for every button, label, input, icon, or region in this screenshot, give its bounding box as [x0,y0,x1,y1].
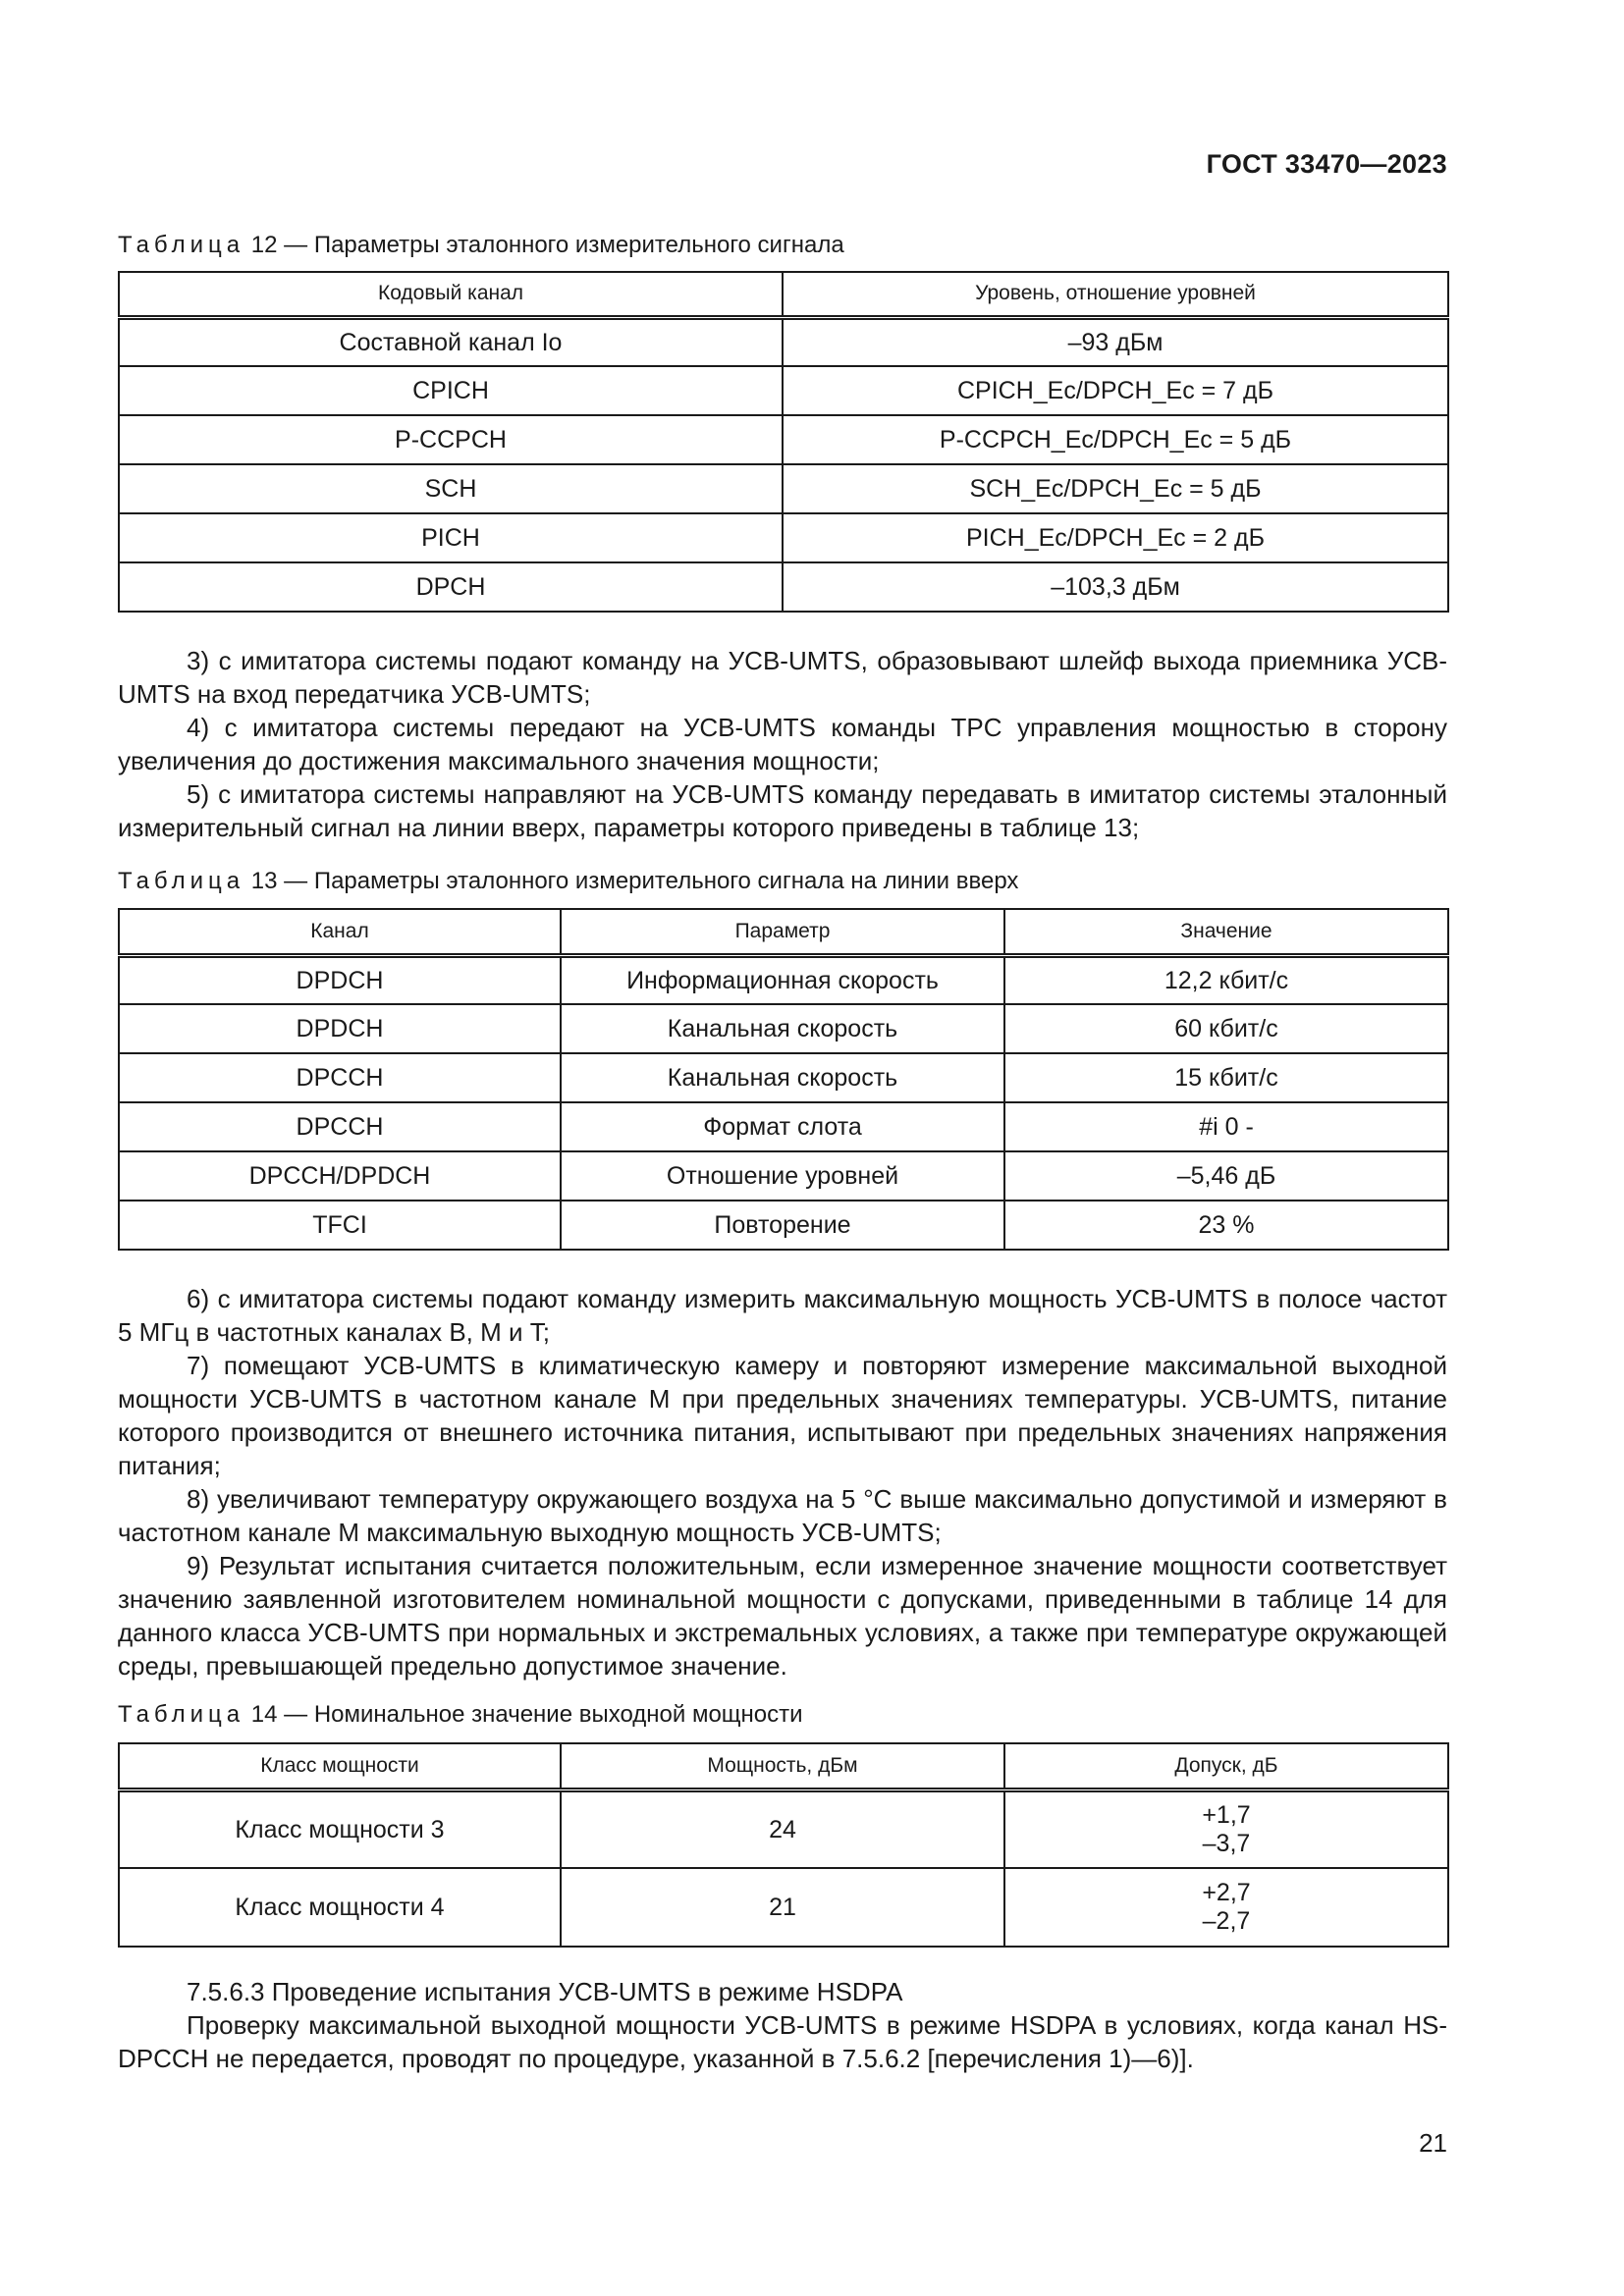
table-cell: PICH [119,513,783,562]
table-cell: –103,3 дБм [783,562,1448,612]
table-row [119,955,1448,1004]
section-heading: 7.5.6.3 Проведение испытания УСВ-UMTS в режиме HSDPA [187,1977,903,2006]
table13-caption-word: Таблица [118,868,245,894]
table13-caption [118,868,1018,895]
table-cell: TFCI [119,1201,561,1250]
table-cell: 24 [561,1789,1004,1868]
table-cell: DPDCH [119,955,561,1004]
table-cell: Составной канал Io [119,317,783,366]
table-cell: Класс мощности 3 [119,1789,561,1868]
table-cell: #i 0 - [1004,1102,1448,1151]
table-header-cell: Значение [1004,909,1448,955]
table-cell: Канальная скорость [561,1004,1004,1053]
paragraph-step-6: 6) с имитатора системы подают команду измерить максимальную мощность УСВ-UMTS в полосе частот 5 МГц в частотных каналах B, M и T; [118,1284,1447,1347]
table-cell: –5,46 дБ [1004,1151,1448,1201]
table-cell: Повторение [561,1201,1004,1250]
table14-caption [118,1701,803,1729]
table13 [118,908,1449,1251]
table-cell: CPICH [119,366,783,415]
table-cell: 23 % [1004,1201,1448,1250]
table-row [119,317,1448,366]
table-cell: 15 кбит/с [1004,1053,1448,1102]
table-cell: –93 дБм [783,317,1448,366]
tolerance-minus: –2,7 [1202,1907,1251,1935]
table-cell: DPCCH/DPDCH [119,1151,561,1201]
table-header-cell: Мощность, дБм [561,1743,1004,1789]
table-header-cell: Класс мощности [119,1743,561,1789]
table12-caption-word: Таблица [118,232,245,258]
tolerance-cell [1004,1868,1448,1947]
table-cell: Информационная скорость [561,955,1004,1004]
table-row [119,1868,1448,1947]
table-cell: 12,2 кбит/с [1004,955,1448,1004]
table-header-row [119,1743,1448,1789]
paragraph-step-5: 5) с имитатора системы направляют на УСВ-UMTS команду передавать в имитатор системы эталонный измерительный сигнал на линии вверх, параметры которого приведены в таблице 13; [118,779,1447,842]
table-cell: SCH [119,464,783,513]
table12-caption [118,232,844,259]
table-header-cell: Параметр [561,909,1004,955]
tolerance-cell [1004,1789,1448,1868]
table12-caption-text: 12 — Параметры эталонного измерительного сигнала [250,232,844,258]
table-header-cell: Допуск, дБ [1004,1743,1448,1789]
document-id: ГОСТ 33470—2023 [1206,149,1447,179]
table14 [118,1742,1449,1948]
table-cell: P-CCPCH [119,415,783,464]
table-cell: PICH_Ec/DPCH_Ec = 2 дБ [783,513,1448,562]
table-row [119,415,1448,464]
table-cell: Отношение уровней [561,1151,1004,1201]
table-cell: SCH_Ec/DPCH_Ec = 5 дБ [783,464,1448,513]
table-row [119,1053,1448,1102]
table-cell: DPDCH [119,1004,561,1053]
table12 [118,271,1449,613]
page-number: 21 [1419,2128,1447,2158]
table-row [119,1102,1448,1151]
tolerance-plus: +2,7 [1202,1879,1251,1906]
table-row [119,1004,1448,1053]
section-text: Проверку максимальной выходной мощности УСВ-UMTS в режиме HSDPA в условиях, когда канал HS-DPCCH не передается, проводят по процедуре, указанной в 7.5.6.2 [перечисления 1)—6)]. [118,2010,1447,2073]
table-header-cell: Уровень, отношение уровней [783,272,1448,317]
table-cell: DPCCH [119,1102,561,1151]
table-row [119,464,1448,513]
paragraph-step-8: 8) увеличивают температуру окружающего воздуха на 5 °C выше максимально допустимой и измеряют в частотном канале M максимальную выходную мощность УСВ-UMTS; [118,1484,1447,1547]
table-row [119,1151,1448,1201]
table-cell: Формат слота [561,1102,1004,1151]
table-cell: Класс мощности 4 [119,1868,561,1947]
paragraph-step-9: 9) Результат испытания считается положительным, если измеренное значение мощности соответствует значению заявленной изготовителем номинальной мощности с допусками, приведенными в таблице 14 для данного класса УСВ-UMTS при нормальных и экстремальных условиях, а также при температуре окружающей среды, превышающей предельно допустимое значение. [118,1551,1447,1681]
table-row [119,1201,1448,1250]
table-cell: P-CCPCH_Ec/DPCH_Ec = 5 дБ [783,415,1448,464]
table-header-cell: Кодовый канал [119,272,783,317]
table-row [119,513,1448,562]
table13-caption-text: 13 — Параметры эталонного измерительного сигнала на линии вверх [250,868,1019,894]
table-header-cell: Канал [119,909,561,955]
table14-caption-word: Таблица [118,1701,245,1728]
paragraph-step-4: 4) с имитатора системы передают на УСВ-UMTS команды TPC управления мощностью в сторону увеличения до достижения максимального значения мощности; [118,713,1447,775]
table-header-row [119,272,1448,317]
table-row [119,562,1448,612]
paragraph-step-3: 3) с имитатора системы подают команду на УСВ-UMTS, образовывают шлейф выхода приемника УСВ-UMTS на вход передатчика УСВ-UMTS; [118,646,1447,709]
table-cell: DPCCH [119,1053,561,1102]
paragraph-step-7: 7) помещают УСВ-UMTS в климатическую камеру и повторяют измерение максимальной выходной мощности УСВ-UMTS в частотном канале M при предельных значениях температуры. УСВ-UMTS, питание которого производится от внешнего источника питания, испытывают при предельных значениях напряжения питания; [118,1351,1447,1480]
table-header-row [119,909,1448,955]
table-cell: CPICH_Ec/DPCH_Ec = 7 дБ [783,366,1448,415]
table-row [119,366,1448,415]
table-cell: DPCH [119,562,783,612]
table-cell: Канальная скорость [561,1053,1004,1102]
tolerance-minus: –3,7 [1202,1829,1251,1857]
tolerance-plus: +1,7 [1202,1800,1251,1829]
table-cell: 60 кбит/с [1004,1004,1448,1053]
table-row [119,1789,1448,1868]
table-cell: 21 [561,1868,1004,1947]
table14-caption-text: 14 — Номинальное значение выходной мощности [250,1701,803,1728]
